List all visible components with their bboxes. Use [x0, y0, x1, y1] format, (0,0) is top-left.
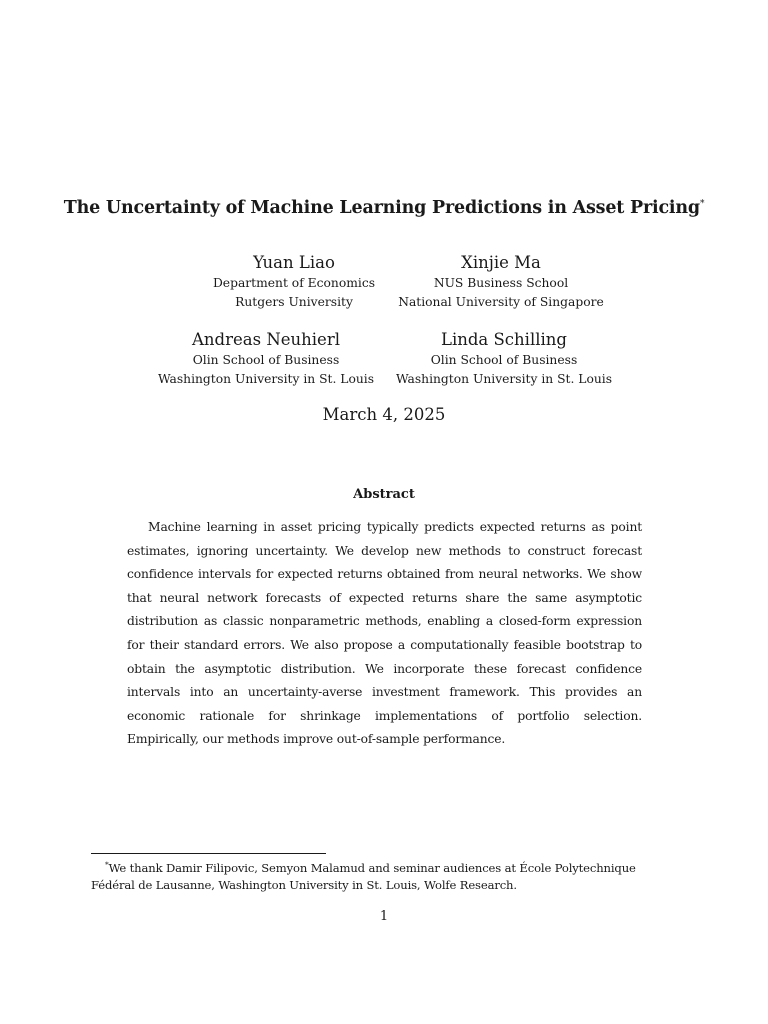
title-footnote-mark: * [699, 199, 705, 209]
footnote [91, 856, 681, 894]
author-affiliation-institution: Washington University in St. Louis [157, 372, 375, 386]
footnote-text: We thank Damir Filipovic, Semyon Malamud and seminar audiences at École Polytechnique Fédéral de Lausanne, Washington University in St. Louis, Wolfe Research. [91, 861, 636, 892]
author-name: Yuan Liao [253, 253, 335, 272]
author-affiliation-department: NUS Business School [433, 276, 569, 290]
author-affiliation-institution: National University of Singapore [398, 295, 604, 309]
author-name: Andreas Neuhierl [192, 330, 340, 349]
paper-title [0, 198, 768, 218]
author-block-schilling [374, 329, 634, 389]
abstract-heading: Abstract [353, 487, 415, 502]
author-affiliation-department: Olin School of Business [192, 353, 340, 367]
author-affiliation-institution: Washington University in St. Louis [395, 372, 613, 386]
author-affiliation-department: Olin School of Business [430, 353, 578, 367]
page-number: 1 [379, 909, 389, 924]
author-block-neuhierl [136, 329, 396, 389]
publication-date: March 4, 2025 [322, 405, 446, 424]
footnote-mark: * [105, 860, 109, 869]
author-affiliation-institution: Rutgers University [235, 295, 353, 309]
author-affiliation-department: Department of Economics [212, 276, 376, 290]
paper-title-text: The Uncertainty of Machine Learning Predictions in Asset Pricing [63, 198, 700, 218]
footnote-divider [91, 853, 326, 854]
author-name: Xinjie Ma [461, 253, 541, 272]
author-block-ma [371, 252, 631, 312]
abstract-body: Machine learning in asset pricing typically predicts expected returns as point estimates, ignoring uncertainty. We develop new methods to construct forecast confidence intervals for expected returns obtained from neural networks. We show that neural network forecasts of expected returns share the same asymptotic distribution as classic nonparametric methods, enabling a closed-form expression for their standard errors. We also propose a computationally feasible bootstrap to obtain the asymptotic distribution. We incorporate these forecast confidence intervals into an uncertainty-averse investment framework. This provides an economic rationale for shrinkage implementations of portfolio selection. Empirically, our methods improve out-of-sample performance. [127, 520, 642, 747]
author-name: Linda Schilling [441, 330, 567, 349]
